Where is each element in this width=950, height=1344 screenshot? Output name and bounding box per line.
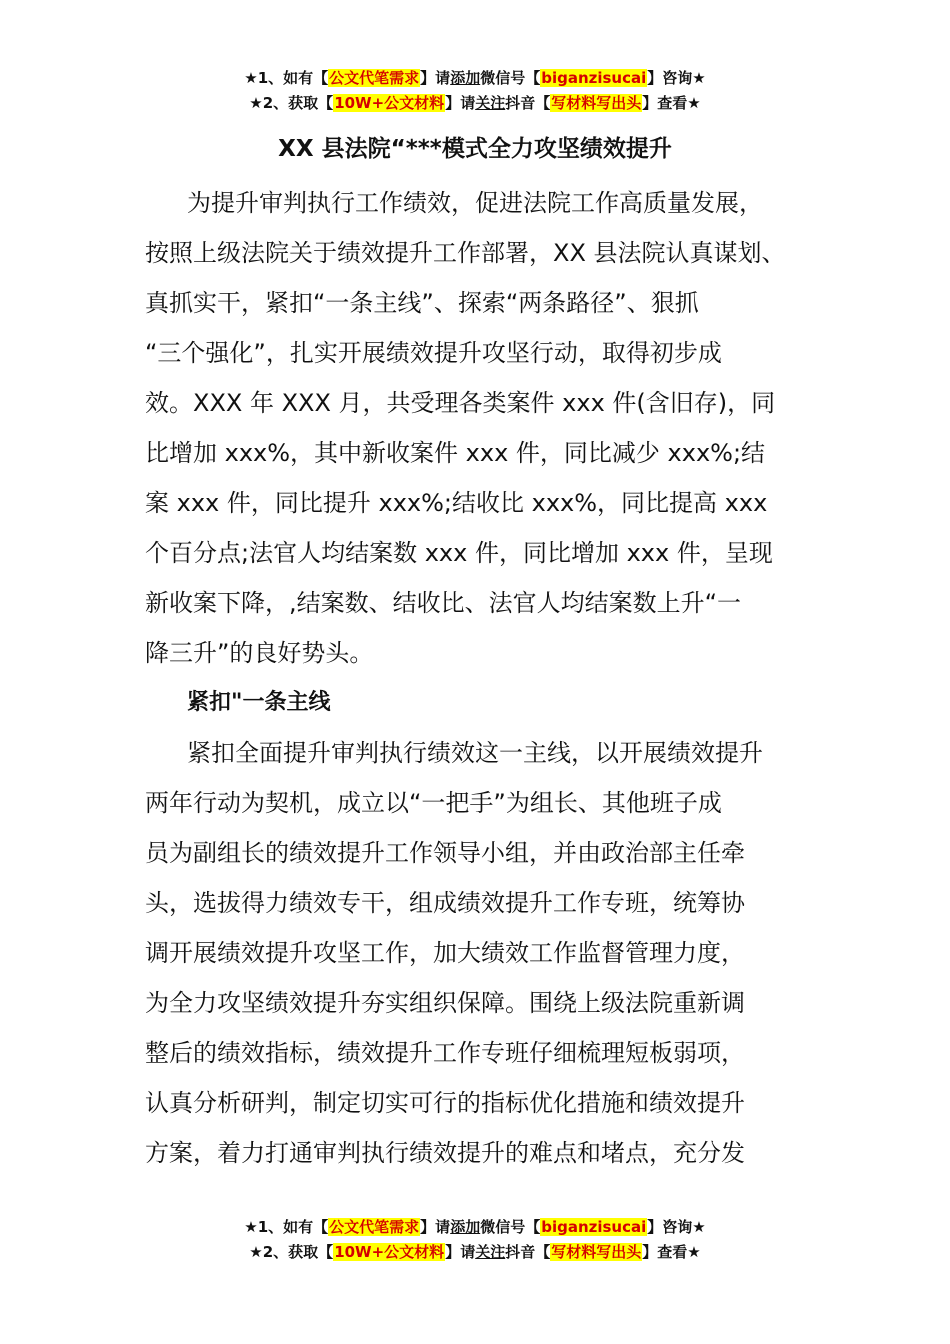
- banner-text: ★2、获取【: [249, 1243, 334, 1261]
- paragraph-line: 新收案下降，,结案数、结收比、法官人均结案数上升“一: [145, 589, 742, 617]
- top-banner: [0, 66, 950, 116]
- paragraph-line: 方案，着力打通审判执行绩效提升的难点和堵点，充分发: [145, 1139, 745, 1167]
- document-title: XX 县法院“***模式全力攻坚绩效提升: [278, 136, 672, 162]
- paragraph-line: 调开展绩效提升攻坚工作，加大绩效工作监督管理力度，: [145, 939, 745, 967]
- bottom-banner: [0, 1215, 950, 1265]
- banner-text: 】请: [420, 69, 451, 87]
- banner-highlight: biganzisucai: [541, 1218, 647, 1236]
- section-heading: 紧扣"一条主线: [187, 690, 331, 715]
- paragraph-line: 按照上级法院关于绩效提升工作部署，XX 县法院认真谋划、: [145, 239, 786, 267]
- banner-line-2: [0, 1240, 950, 1265]
- banner-text: 微信号【: [480, 69, 541, 87]
- banner-text: 】查看★: [642, 94, 701, 112]
- paragraph-line: 整后的绩效指标，绩效提升工作专班仔细梳理短板弱项，: [145, 1039, 745, 1067]
- banner-line-2: [0, 91, 950, 116]
- banner-highlight: 公文代笔需求: [329, 1218, 420, 1236]
- paragraph-line: 比增加 xxx%，其中新收案件 xxx 件，同比减少 xxx%;结: [145, 439, 766, 467]
- paragraph-line: 效。XXX 年 XXX 月，共受理各类案件 xxx 件(含旧存)，同: [145, 389, 776, 417]
- banner-highlight: biganzisucai: [541, 69, 647, 87]
- paragraph-line: 员为副组长的绩效提升工作领导小组，并由政治部主任牵: [145, 839, 745, 867]
- banner-highlight: 10W+公文材料: [334, 1243, 445, 1261]
- paragraph-line: 真抓实干，紧扣“一条主线”、探索“两条路径”、狠抓: [145, 289, 699, 317]
- banner-text: 抖音【: [505, 1243, 551, 1261]
- paragraph-line: 个百分点;法官人均结案数 xxx 件，同比增加 xxx 件，呈现: [145, 539, 773, 567]
- banner-highlight: 写材料写出头: [551, 1243, 642, 1261]
- banner-underline: 添加: [450, 1218, 481, 1236]
- paragraph-line: 认真分析研判，制定切实可行的指标优化措施和绩效提升: [145, 1089, 745, 1117]
- banner-text: 】咨询★: [647, 1218, 706, 1236]
- banner-text: 】请: [420, 1218, 451, 1236]
- banner-text: 】咨询★: [647, 69, 706, 87]
- banner-highlight: 公文代笔需求: [329, 69, 420, 87]
- paragraph-line: 为全力攻坚绩效提升夯实组织保障。围绕上级法院重新调: [145, 989, 745, 1017]
- banner-line-1: [0, 1215, 950, 1240]
- banner-text: ★1、如有【: [244, 69, 329, 87]
- banner-text: ★2、获取【: [249, 94, 334, 112]
- paragraph-line: 案 xxx 件，同比提升 xxx%;结收比 xxx%，同比提高 xxx: [145, 489, 768, 517]
- paragraph-line: 紧扣全面提升审判执行绩效这一主线，以开展绩效提升: [187, 739, 763, 767]
- document-body: [145, 178, 813, 1178]
- banner-underline: 关注: [475, 1243, 506, 1261]
- banner-underline: 添加: [450, 69, 481, 87]
- banner-text: 微信号【: [480, 1218, 541, 1236]
- paragraph-line: 为提升审判执行工作绩效，促进法院工作高质量发展，: [187, 189, 763, 217]
- paragraph-line: 降三升”的良好势头。: [145, 639, 374, 667]
- banner-line-1: [0, 66, 950, 91]
- banner-text: 】请: [445, 1243, 476, 1261]
- banner-text: 】请: [445, 94, 476, 112]
- banner-text: ★1、如有【: [244, 1218, 329, 1236]
- paragraph-line: 两年行动为契机，成立以“一把手”为组长、其他班子成: [145, 789, 722, 817]
- banner-highlight: 写材料写出头: [551, 94, 642, 112]
- banner-highlight: 10W+公文材料: [334, 94, 445, 112]
- paragraph-line: 头，选拔得力绩效专干，组成绩效提升工作专班，统筹协: [145, 889, 745, 917]
- banner-text: 抖音【: [505, 94, 551, 112]
- banner-underline: 关注: [475, 94, 506, 112]
- banner-text: 】查看★: [642, 1243, 701, 1261]
- paragraph-line: “三个强化”，扎实开展绩效提升攻坚行动，取得初步成: [145, 339, 722, 367]
